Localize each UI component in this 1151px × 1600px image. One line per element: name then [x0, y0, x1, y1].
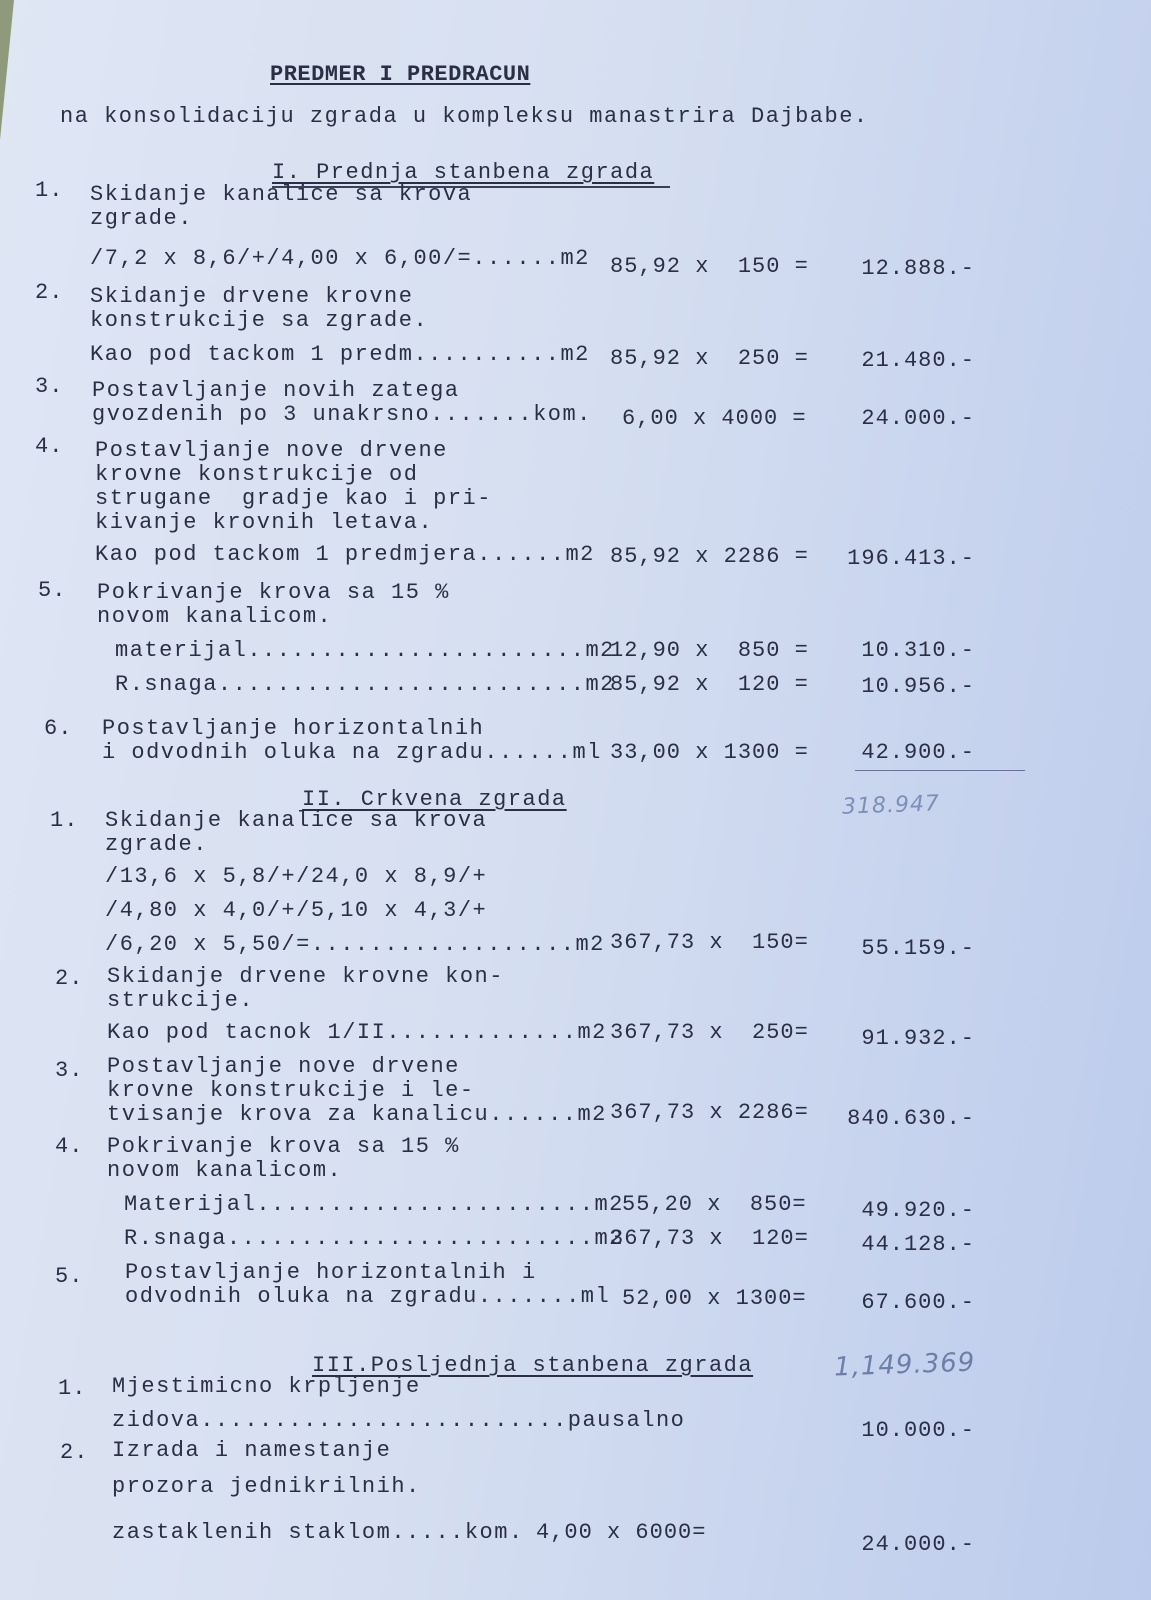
- item-amount: 840.630.-: [847, 1106, 975, 1131]
- document-title: PREDMER I PREDRACUN: [270, 62, 531, 87]
- item-number: 2.: [35, 280, 64, 305]
- item-quantity: 33,00 x 1300 =: [610, 740, 809, 765]
- item-text: Pokrivanje krova sa 15 %: [97, 580, 450, 605]
- item-text: i odvodnih oluka na zgradu......ml: [102, 740, 602, 765]
- item-quantity: 85,92 x 150 =: [610, 254, 809, 279]
- item-text: Postavljanje horizontalnih i: [125, 1260, 537, 1285]
- subtotal-line: [855, 770, 1025, 771]
- item-text: /6,20 x 5,50/=..................m2: [105, 932, 605, 957]
- item-number: 5.: [38, 578, 67, 603]
- item-text: Skidanje drvene krovne: [90, 284, 414, 309]
- item-amount: 24.000.-: [861, 1532, 975, 1557]
- item-text: Postavljanje nove drvene: [107, 1054, 460, 1079]
- item-text: Skidanje kanalice sa krova: [90, 182, 473, 207]
- item-number: 3.: [55, 1058, 84, 1083]
- item-text: R.snaga.........................m2: [115, 672, 615, 697]
- item-text: Skidanje kanalice sa krova: [105, 808, 488, 833]
- item-text: zastaklenih staklom.....kom.: [112, 1520, 524, 1545]
- item-quantity: 6,00 x 4000 =: [622, 406, 807, 431]
- item-quantity: 367,73 x 150=: [610, 930, 809, 955]
- item-number: 2.: [60, 1440, 89, 1465]
- item-text: R.snaga.........................m2: [124, 1226, 624, 1251]
- section-heading-2: II. Crkvena zgrada: [302, 787, 567, 812]
- item-quantity: 367,73 x 250=: [610, 1020, 809, 1045]
- item-number: 3.: [35, 374, 64, 399]
- item-amount: 55.159.-: [861, 936, 975, 961]
- item-quantity: 12,90 x 850 =: [610, 638, 809, 663]
- section-heading-1: I. Prednja stanbena zgrada: [272, 160, 655, 185]
- item-text: konstrukcije sa zgrade.: [90, 308, 429, 333]
- item-text: tvisanje krova za kanalicu......m2: [107, 1102, 607, 1127]
- item-amount: 21.480.-: [861, 348, 975, 373]
- item-amount: 42.900.-: [861, 740, 975, 765]
- item-text: krovne konstrukcije i le-: [107, 1078, 475, 1103]
- item-text: Kao pod tacnok 1/II.............m2: [107, 1020, 607, 1045]
- document-subtitle: na konsolidaciju zgrada u kompleksu manastrira Dajbabe.: [60, 104, 869, 129]
- item-amount: 44.128.-: [861, 1232, 975, 1257]
- item-amount: 10.000.-: [861, 1418, 975, 1443]
- item-text: gvozdenih po 3 unakrsno.......kom.: [92, 402, 592, 427]
- item-number: 4.: [55, 1134, 84, 1159]
- item-text: zgrade.: [105, 832, 208, 857]
- item-text: Izrada i namestanje: [112, 1438, 392, 1463]
- item-text: Pokrivanje krova sa 15 %: [107, 1134, 460, 1159]
- item-text: prozora jednikrilnih.: [112, 1474, 421, 1499]
- item-text: materijal.......................m2: [115, 638, 615, 663]
- item-text: zidova.........................pausalno: [112, 1408, 686, 1433]
- item-number: 2.: [55, 966, 84, 991]
- item-text: Mjestimicno krpljenje: [112, 1374, 421, 1399]
- item-text: Kao pod tackom 1 predmjera......m2: [95, 542, 595, 567]
- item-text: kivanje krovnih letava.: [95, 510, 434, 535]
- item-amount: 24.000.-: [861, 406, 975, 431]
- section-heading-3: III.Posljednja stanbena zgrada: [312, 1353, 754, 1378]
- item-number: 4.: [35, 434, 64, 459]
- item-amount: 91.932.-: [861, 1026, 975, 1051]
- item-number: 5.: [55, 1264, 84, 1289]
- item-amount: 49.920.-: [861, 1198, 975, 1223]
- item-text: Postavljanje nove drvene: [95, 438, 448, 463]
- item-number: 6.: [44, 716, 73, 741]
- item-number: 1.: [50, 808, 79, 833]
- item-text: Postavljanje novih zatega: [92, 378, 460, 403]
- item-text: novom kanalicom.: [107, 1158, 343, 1183]
- item-quantity: 367,73 x 2286=: [610, 1100, 809, 1125]
- item-text: krovne konstrukcije od: [95, 462, 419, 487]
- item-text: strugane gradje kao i pri-: [95, 486, 492, 511]
- item-number: 1.: [35, 178, 64, 203]
- item-text: odvodnih oluka na zgradu.......ml: [125, 1284, 611, 1309]
- item-text: Postavljanje horizontalnih: [102, 716, 485, 741]
- item-text: /4,80 x 4,0/+/5,10 x 4,3/+: [105, 898, 488, 923]
- item-amount: 10.956.-: [861, 674, 975, 699]
- item-quantity: 85,92 x 2286 =: [610, 544, 809, 569]
- item-amount: 196.413.-: [847, 546, 975, 571]
- item-text: /7,2 x 8,6/+/4,00 x 6,00/=......m2: [90, 246, 590, 271]
- item-amount: 10.310.-: [861, 638, 975, 663]
- item-text: Materijal.......................m2: [124, 1192, 624, 1217]
- item-text: novom kanalicom.: [97, 604, 333, 629]
- item-quantity: 4,00 x 6000=: [536, 1520, 707, 1545]
- item-text: Kao pod tackom 1 predm..........m2: [90, 342, 590, 367]
- item-text: strukcije.: [107, 988, 255, 1013]
- item-text: /13,6 x 5,8/+/24,0 x 8,9/+: [105, 864, 488, 889]
- item-quantity: 367,73 x 120=: [610, 1226, 809, 1251]
- item-quantity: 85,92 x 120 =: [610, 672, 809, 697]
- item-text: zgrade.: [90, 206, 193, 231]
- handwritten-subtotal: 318.947: [841, 791, 941, 820]
- item-amount: 12.888.-: [861, 256, 975, 281]
- handwritten-subtotal: 1,149.369: [833, 1347, 976, 1383]
- item-quantity: 52,00 x 1300=: [622, 1286, 807, 1311]
- item-text: Skidanje drvene krovne kon-: [107, 964, 504, 989]
- item-amount: 67.600.-: [861, 1290, 975, 1315]
- item-number: 1.: [58, 1376, 87, 1401]
- item-quantity: 85,92 x 250 =: [610, 346, 809, 371]
- item-quantity: 55,20 x 850=: [622, 1192, 807, 1217]
